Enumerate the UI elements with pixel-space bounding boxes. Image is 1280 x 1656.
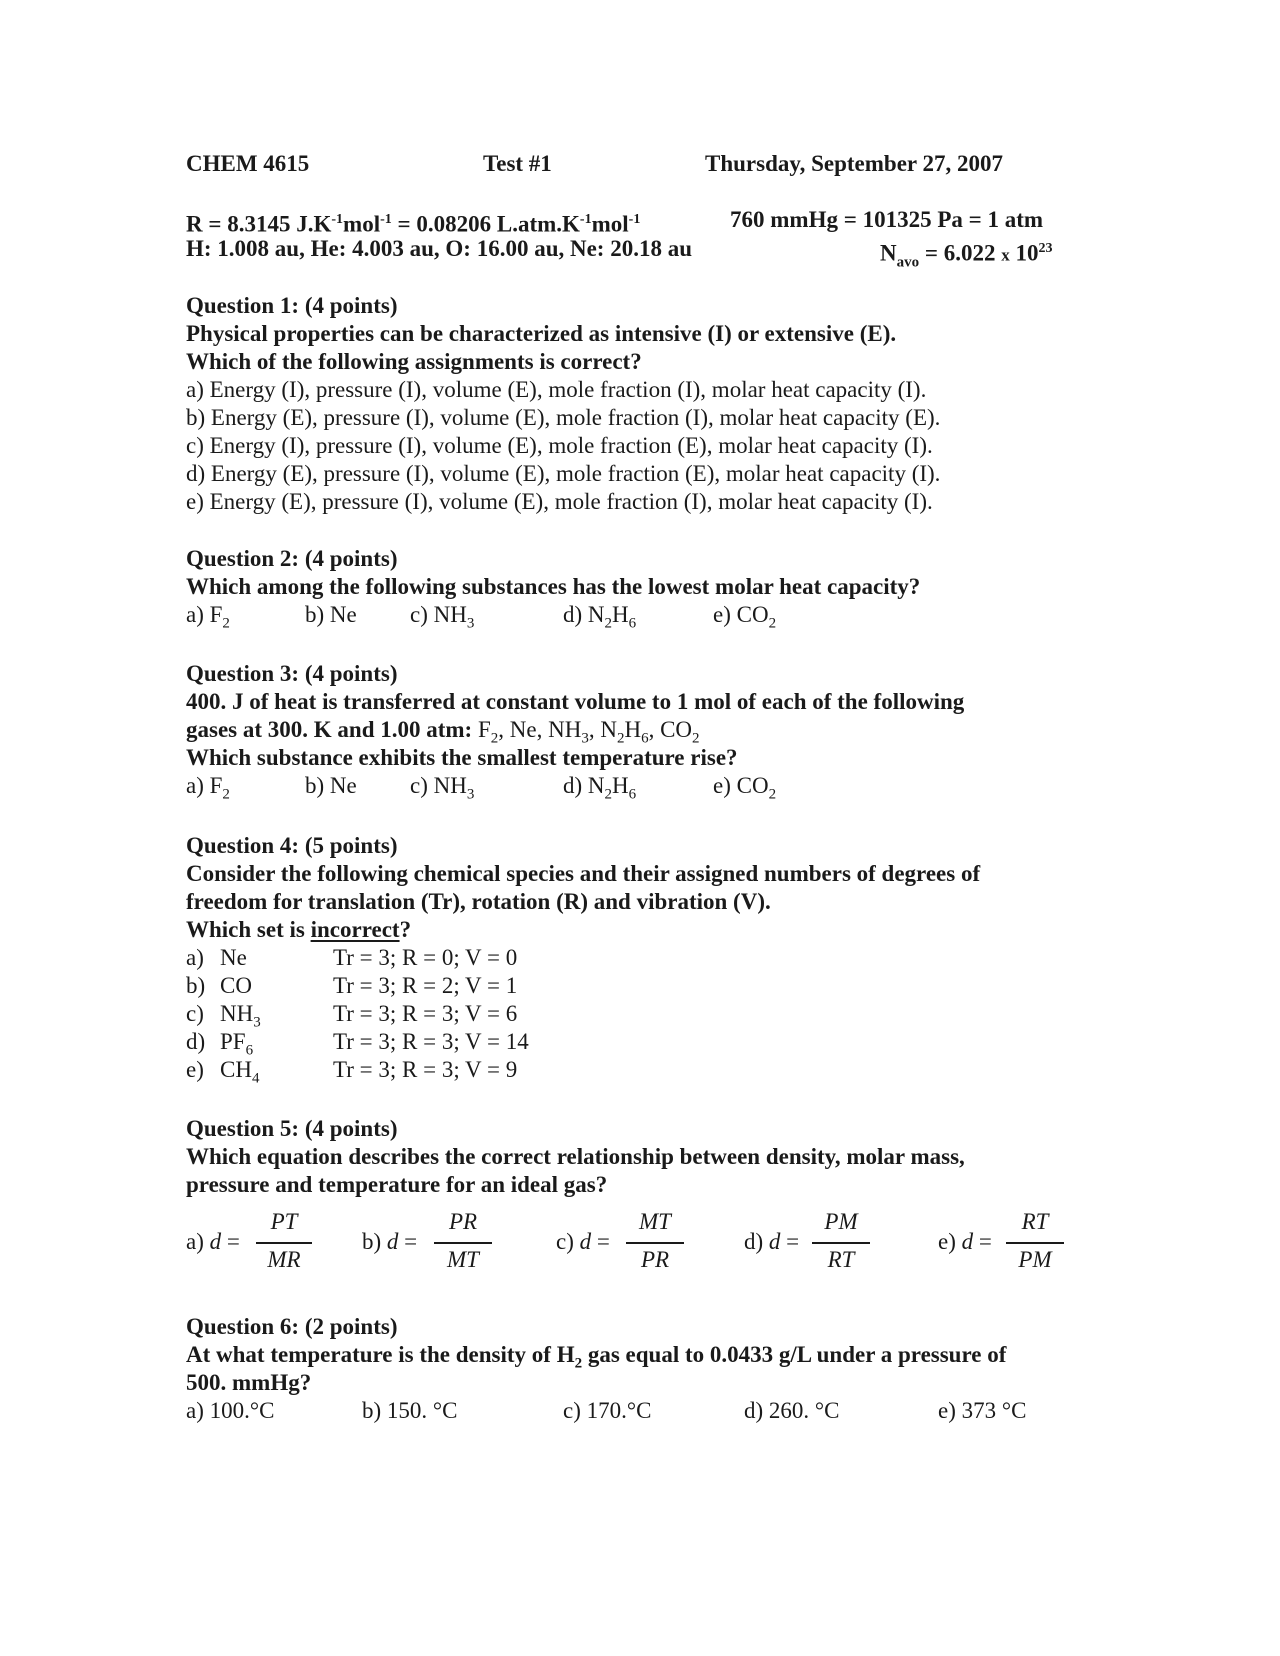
q4-row-species: $PF_6$ [220, 1029, 254, 1059]
q5-option-d-label: d) d = [744, 1229, 800, 1254]
q4-prompt-line1: Consider the following chemical species and their assigned numbers of degrees of [186, 861, 981, 886]
q2-option-d: d) $N_2H_6$ [563, 602, 637, 632]
q3-title: Question 3: (4 points) [186, 661, 398, 686]
q5-title: Question 5: (4 points) [186, 1116, 398, 1141]
q1-prompt-line1: Physical properties can be characterized as intensive (I) or extensive (E). [186, 321, 897, 346]
q4-prompt-line2: freedom for translation (Tr), rotation (R) and vibration (V). [186, 889, 771, 914]
q2-option-a: a) $F_2$ [186, 602, 230, 632]
q2-title: Question 2: (4 points) [186, 546, 398, 571]
q5-option-e-fraction: RT PM [1006, 1209, 1064, 1279]
q1-prompt-line2: Which of the following assignments is correct? [186, 349, 642, 374]
q4-row-species: $CH_4$ [220, 1057, 260, 1087]
pressure-conversion: 760 mmHg = 101325 Pa = 1 atm [730, 207, 1044, 232]
course-code: CHEM 4615 [186, 151, 310, 176]
q1-option-a: a) Energy (I), pressure (I), volume (E), mole fraction (I), molar heat capacity (I). [186, 377, 927, 402]
q4-title: Question 4: (5 points) [186, 833, 398, 858]
q3-prompt-line1: 400. J of heat is transferred at constant volume to 1 mol of each of the following [186, 689, 965, 714]
q3-prompt-line2: gases at 300. K and 1.00 atm: $F_2$, Ne, $NH_3$, $N_2H_6$, $CO_2$ [186, 717, 700, 747]
q5-option-c-label: c) d = [556, 1229, 610, 1254]
q5-option-b-fraction: PR MT [434, 1209, 492, 1279]
avogadro-number: $N_{avo} = 6.022$ x $10^{23}$ [880, 240, 1053, 271]
q3-option-b: b) Ne [305, 773, 357, 798]
q3-option-a: a) $F_2$ [186, 773, 230, 803]
exam-date: Thursday, September 27, 2007 [705, 151, 1003, 176]
q6-prompt-line2: 500. mmHg? [186, 1370, 312, 1395]
q4-row-letter: e) [186, 1057, 204, 1082]
q6-option-e: e) 373 °C [938, 1398, 1027, 1423]
q1-option-e: e) Energy (E), pressure (I), volume (E), mole fraction (I), molar heat capacity (I). [186, 489, 933, 514]
atomic-masses: H: 1.008 au, He: 4.003 au, O: 16.00 au, Ne: 20.18 au [186, 236, 692, 261]
q6-title: Question 6: (2 points) [186, 1314, 398, 1339]
q4-row-values: Tr = 3; R = 0; V = 0 [333, 945, 518, 970]
q4-row-species: $NH_3$ [220, 1001, 261, 1031]
q6-option-d: d) 260. °C [744, 1398, 840, 1423]
q5-option-e-label: e) d = [938, 1229, 992, 1254]
q2-option-b: b) Ne [305, 602, 357, 627]
q6-option-c: c) 170.°C [563, 1398, 652, 1423]
test-number: Test #1 [483, 151, 552, 176]
q3-option-c: c) $NH_3$ [410, 773, 475, 803]
q4-prompt-line3: Which set is incorrect? [186, 917, 412, 942]
q1-title: Question 1: (4 points) [186, 293, 398, 318]
gas-constant: R = 8.3145 $J.K^{-1}mol^{-1} = 0.08206$ $L.atm.K^{-1}mol^{-1}$ [186, 211, 641, 237]
q5-prompt-line1: Which equation describes the correct relationship between density, molar mass, [186, 1144, 965, 1169]
q4-row-letter: d) [186, 1029, 206, 1054]
q5-prompt-line2: pressure and temperature for an ideal gas? [186, 1172, 608, 1197]
q3-option-d: d) $N_2H_6$ [563, 773, 637, 803]
q4-row-letter: b) [186, 973, 206, 998]
q4-row-species: Ne [220, 945, 247, 970]
q1-option-d: d) Energy (E), pressure (I), volume (E), mole fraction (E), molar heat capacity (I). [186, 461, 941, 486]
q4-row-values: Tr = 3; R = 3; V = 9 [333, 1057, 518, 1082]
q3-prompt-line3: Which substance exhibits the smallest temperature rise? [186, 745, 738, 770]
q5-option-a-fraction: PT MR [256, 1209, 312, 1279]
q4-row-values: Tr = 3; R = 2; V = 1 [333, 973, 518, 998]
q5-option-b-label: b) d = [362, 1229, 418, 1254]
q4-row-letter: c) [186, 1001, 204, 1026]
q6-option-b: b) 150. °C [362, 1398, 458, 1423]
q4-row-species: CO [220, 973, 252, 998]
q4-row-letter: a) [186, 945, 204, 970]
incorrect-underlined: incorrect [310, 917, 400, 942]
q5-option-d-fraction: PM RT [812, 1209, 870, 1279]
q2-option-e: e) $CO_2$ [713, 602, 777, 632]
q4-row-values: Tr = 3; R = 3; V = 14 [333, 1029, 529, 1054]
q5-option-a-label: a) d = [186, 1229, 240, 1254]
q6-prompt-line1: At what temperature is the density of $H_2$ gas equal to 0.0433 g/L under a pressure of [186, 1342, 1007, 1372]
q2-option-c: c) $NH_3$ [410, 602, 475, 632]
q5-option-c-fraction: MT PR [626, 1209, 684, 1279]
q3-option-e: e) $CO_2$ [713, 773, 777, 803]
q6-option-a: a) 100.°C [186, 1398, 275, 1423]
q1-option-b: b) Energy (E), pressure (I), volume (E), mole fraction (I), molar heat capacity (E). [186, 405, 941, 430]
q1-option-c: c) Energy (I), pressure (I), volume (E), mole fraction (E), molar heat capacity (I). [186, 433, 933, 458]
q4-row-values: Tr = 3; R = 3; V = 6 [333, 1001, 518, 1026]
q2-prompt: Which among the following substances has the lowest molar heat capacity? [186, 574, 921, 599]
